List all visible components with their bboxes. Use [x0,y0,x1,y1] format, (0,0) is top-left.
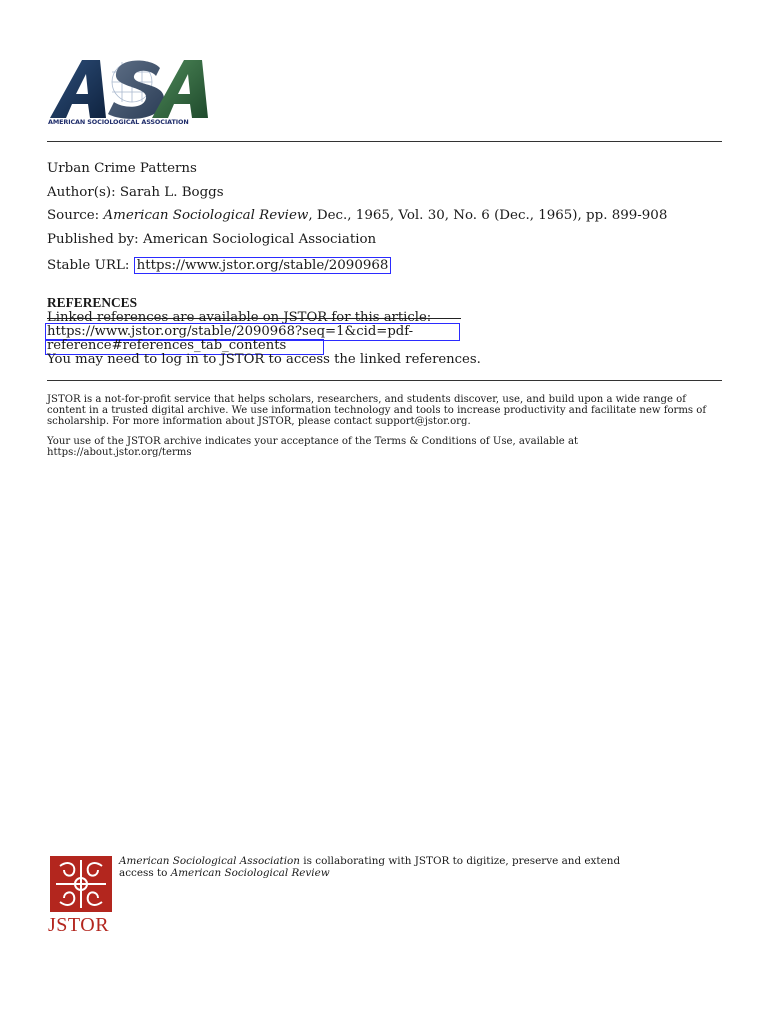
asa-logo [48,58,210,130]
notice-divider [47,380,722,381]
source-line [47,207,667,225]
article-title: Urban Crime Patterns [47,161,197,176]
jstor-logo-mark [50,856,112,912]
source-journal: American Sociological Review [103,208,309,223]
authors-label: Author(s): [47,185,116,200]
source-label: Source: [47,208,100,223]
collab-access-prefix: access to [119,866,171,879]
terms-notice-paragraph: Your use of the JSTOR archive indicates your acceptance of the Terms & Conditions of Use, available at https://about.jstor.org/terms [47,436,579,458]
jstor-notice-paragraph: JSTOR is a not-for-profit service that helps scholars, researchers, and students discover, use, and build upon a wide range of content in a trusted digital archive. We use information technology and tools to increase productivity and facilitate new forms of scholarship. For more information about JSTOR, please contact support@jstor.org. [47,394,707,427]
collab-journal: American Sociological Review [170,866,330,879]
references-link-line-2[interactable]: reference#references_tab_contents [47,338,287,353]
collab-publisher: American Sociological Association [119,855,300,867]
references-intro: Linked references are available on JSTOR for this article: [47,310,432,325]
publisher-value: American Sociological Association [142,232,377,247]
publisher-line [47,231,376,249]
collaboration-statement [119,856,620,879]
source-details: , Dec., 1965, Vol. 30, No. 6 (Dec., 1965), pp. 899-908 [308,208,668,223]
stable-url-link[interactable]: https://www.jstor.org/stable/2090968 [134,257,392,274]
asa-logo-mark [48,58,210,120]
jstor-emblem-icon [50,856,112,912]
stable-url-label: Stable URL: [47,258,130,273]
authors-value: Sarah L. Boggs [119,185,224,200]
publisher-label: Published by: [47,232,139,247]
stable-url-line [47,257,391,275]
references-strike-line [47,318,461,319]
references-login-note: You may need to log in to JSTOR to access the linked references. [47,352,481,367]
references-link-line-1[interactable]: https://www.jstor.org/stable/2090968?seq=1&cid=pdf- [47,324,414,339]
authors-line [47,184,224,202]
asa-logo-tagline: AMERICAN SOCIOLOGICAL ASSOCIATION [48,118,189,126]
jstor-wordmark: JSTOR [48,914,110,936]
header-divider [47,141,722,142]
collab-text: is collaborating with JSTOR to digitize, preserve and extend [299,855,621,867]
references-heading: REFERENCES [47,295,138,310]
